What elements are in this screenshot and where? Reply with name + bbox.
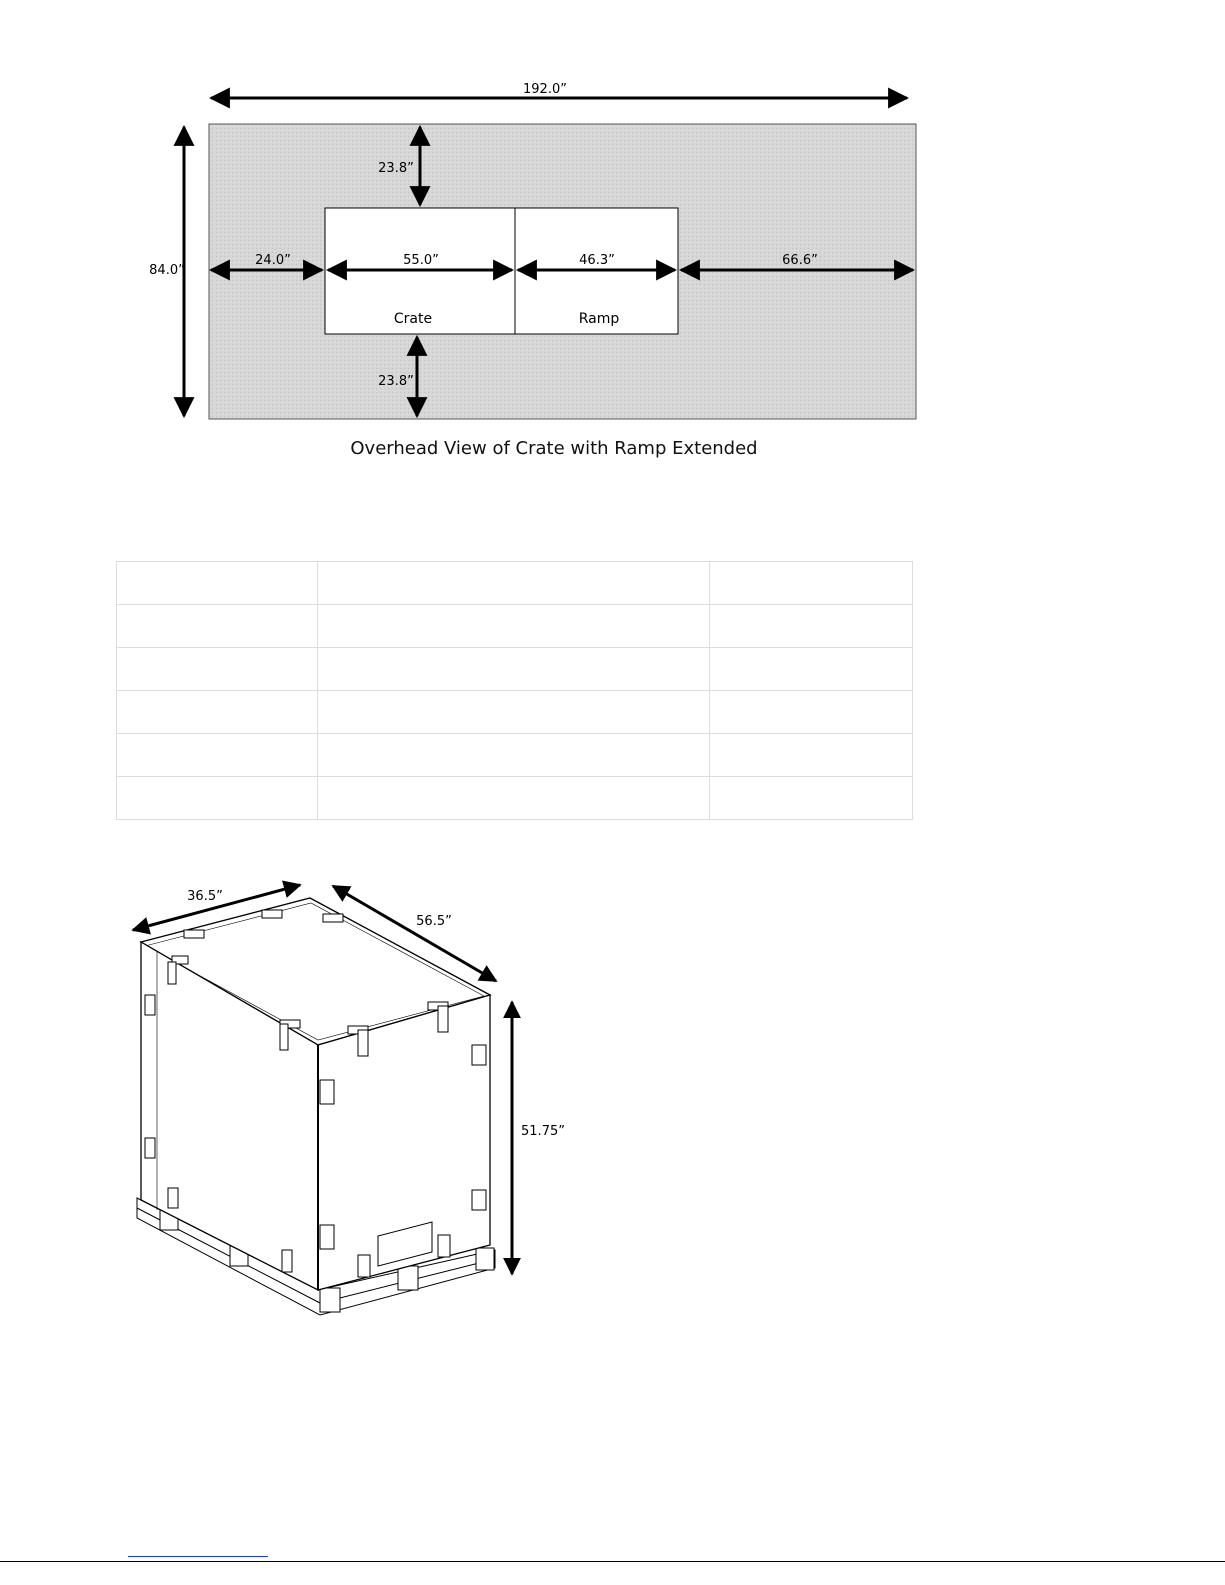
table-cell: [318, 605, 710, 648]
ramp-length-label: 46.3”: [579, 253, 615, 268]
spec-table: [116, 561, 913, 820]
table-cell: [117, 734, 318, 777]
table-cell: [318, 648, 710, 691]
overhead-diagram: [0, 0, 1225, 480]
table-cell: [318, 777, 710, 820]
left-clearance-label: 24.0”: [255, 253, 291, 268]
table-cell: [710, 734, 913, 777]
table-cell: [117, 648, 318, 691]
table-cell: [117, 605, 318, 648]
crate-isometric-drawing: [100, 870, 600, 1340]
height-dimension-label: 51.75”: [521, 1124, 565, 1139]
table-cell: [117, 777, 318, 820]
table-cell: [318, 691, 710, 734]
footer-divider: [0, 1561, 1225, 1562]
table-row: [117, 777, 913, 820]
table-row: [117, 648, 913, 691]
table-row: [117, 734, 913, 777]
ramp-label: Ramp: [578, 311, 620, 327]
table-cell: [710, 777, 913, 820]
table-cell: [117, 691, 318, 734]
width-dimension-label: 36.5”: [187, 889, 223, 904]
right-clearance-label: 66.6”: [782, 253, 818, 268]
table-cell: [710, 691, 913, 734]
table-cell: [117, 562, 318, 605]
total-length-label: 192.0”: [523, 82, 567, 97]
depth-dimension-label: 56.5”: [416, 914, 452, 929]
table-row: [117, 605, 913, 648]
table-cell: [710, 648, 913, 691]
crate-length-label: 55.0”: [403, 253, 439, 268]
table-cell: [710, 562, 913, 605]
table-cell: [318, 734, 710, 777]
crate-label: Crate: [393, 311, 433, 327]
overhead-caption: Overhead View of Crate with Ramp Extended: [350, 438, 758, 459]
table-cell: [710, 605, 913, 648]
table-cell: [318, 562, 710, 605]
table-row: [117, 691, 913, 734]
bottom-clearance-label: 23.8”: [378, 374, 414, 389]
total-width-label: 84.0”: [149, 263, 185, 278]
footer-link-underline[interactable]: [128, 1556, 268, 1557]
table-row: [117, 562, 913, 605]
top-clearance-label: 23.8”: [378, 161, 414, 176]
